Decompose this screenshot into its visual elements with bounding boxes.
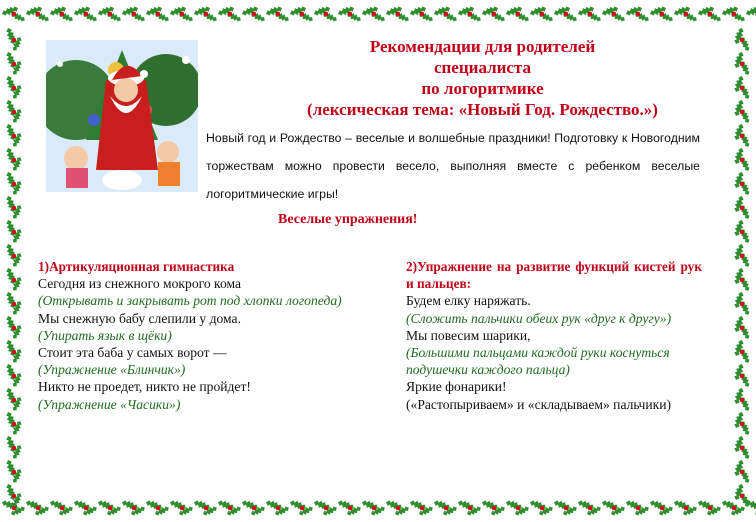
holly-berry-icon (252, 12, 257, 17)
holly-berry-icon (12, 158, 17, 163)
holly-berry-icon (540, 12, 545, 17)
holly-berry-icon (12, 278, 17, 283)
holly-berry-icon (180, 506, 185, 511)
exercise-articulation-line: Никто не проедет, никто не пройдет! (38, 379, 251, 395)
holly-berry-icon (740, 302, 745, 307)
holly-berry-icon (84, 506, 89, 511)
holly-berry-icon (740, 158, 745, 163)
holly-berry-icon (564, 12, 569, 17)
holly-berry-icon (36, 506, 41, 511)
holly-berry-icon (516, 506, 521, 511)
holly-berry-icon (740, 230, 745, 235)
holly-berry-icon (564, 506, 569, 511)
holly-berry-icon (740, 494, 745, 499)
holly-berry-icon (588, 12, 593, 17)
holly-berry-icon (12, 206, 17, 211)
exercise-articulation-note: (Открывать и закрывать рот под хлопки логопеда) (38, 293, 342, 309)
exercise-hands-line: Мы повесим шарики, (406, 327, 531, 343)
holly-berry-icon (740, 350, 745, 355)
holly-berry-icon (420, 12, 425, 17)
holly-berry-icon (12, 494, 17, 499)
holly-berry-icon (420, 506, 425, 511)
holly-berry-icon (36, 12, 41, 17)
holly-berry-icon (684, 12, 689, 17)
holly-berry-icon (588, 506, 593, 511)
holly-berry-icon (636, 12, 641, 17)
holly-berry-icon (740, 398, 745, 403)
holly-berry-icon (636, 506, 641, 511)
exercise-hands-line: Яркие фонарики! (406, 379, 507, 395)
holly-berry-icon (276, 506, 281, 511)
title-line-1: Рекомендации для родителей (369, 37, 596, 56)
holly-berry-icon (492, 12, 497, 17)
exercise-hands-line: («Растопыриваем» и «складываем» пальчики) (406, 396, 672, 412)
exercise-hands-heading: 2)Упражнение на развитие функций кистей рук и пальцев: (406, 259, 702, 292)
holly-berry-icon (108, 12, 113, 17)
holly-berry-icon (132, 506, 137, 511)
holly-berry-icon (740, 62, 745, 67)
holly-berry-icon (740, 38, 745, 43)
holly-berry-icon (740, 470, 745, 475)
exercise-hands-note: (Сложить пальчики обеих рук «друг к другу») (406, 310, 672, 326)
holly-berry-icon (300, 12, 305, 17)
santa-claus-illustration (46, 40, 198, 192)
holly-berry-icon (684, 506, 689, 511)
holly-berry-icon (324, 12, 329, 17)
holly-berry-icon (372, 506, 377, 511)
title-line-2: специалиста (433, 58, 532, 77)
holly-berry-icon (84, 12, 89, 17)
holly-border-bottom (0, 494, 756, 522)
holly-berry-icon (740, 374, 745, 379)
holly-berry-icon (740, 134, 745, 139)
holly-berry-icon (612, 506, 617, 511)
exercise-hands-line: Будем елку наряжать. (406, 293, 531, 309)
holly-berry-icon (492, 506, 497, 511)
holly-border-left (0, 0, 28, 522)
holly-berry-icon (740, 422, 745, 427)
holly-berry-icon (12, 398, 17, 403)
holly-berry-icon (276, 12, 281, 17)
holly-berry-icon (740, 254, 745, 259)
holly-berry-icon (396, 12, 401, 17)
exercise-articulation-line: Стоит эта баба у самых ворот — (38, 345, 227, 361)
holly-berry-icon (12, 182, 17, 187)
holly-berry-icon (12, 326, 17, 331)
holly-berry-icon (740, 110, 745, 115)
holly-berry-icon (12, 302, 17, 307)
holly-berry-icon (708, 506, 713, 511)
exercise-articulation-note: (Упражнение «Часики») (38, 396, 181, 412)
holly-berry-icon (740, 326, 745, 331)
holly-berry-icon (348, 506, 353, 511)
holly-berry-icon (740, 278, 745, 283)
exercise-articulation-line: Сегодня из снежного мокрого кома (38, 276, 242, 292)
holly-berry-icon (12, 254, 17, 259)
exercise-articulation-heading: 1)Артикуляционная гимнастика (38, 259, 235, 274)
holly-berry-icon (12, 446, 17, 451)
holly-berry-icon (444, 12, 449, 17)
holly-berry-icon (740, 182, 745, 187)
holly-berry-icon (108, 506, 113, 511)
title-line-4: (лексическая тема: «Новый Год. Рождество.») (307, 100, 658, 119)
holly-berry-icon (396, 506, 401, 511)
holly-berry-icon (468, 12, 473, 17)
holly-berry-icon (228, 12, 233, 17)
exercises-subheading: Веселые упражнения! (278, 212, 418, 227)
exercise-articulation (38, 258, 388, 413)
holly-berry-icon (204, 506, 209, 511)
holly-berry-icon (12, 422, 17, 427)
exercise-hands-note: (Большими пальцами каждой руки коснуться подушечки каждого пальца) (406, 345, 670, 378)
holly-berry-icon (740, 206, 745, 211)
holly-berry-icon (252, 506, 257, 511)
holly-berry-icon (12, 110, 17, 115)
holly-border-right (728, 0, 756, 522)
holly-berry-icon (468, 506, 473, 511)
holly-berry-icon (300, 506, 305, 511)
holly-berry-icon (660, 506, 665, 511)
holly-berry-icon (12, 38, 17, 43)
holly-berry-icon (12, 86, 17, 91)
holly-berry-icon (12, 374, 17, 379)
holly-berry-icon (132, 12, 137, 17)
holly-berry-icon (180, 12, 185, 17)
holly-berry-icon (708, 12, 713, 17)
exercise-articulation-line: Мы снежную бабу слепили у дома. (38, 310, 241, 326)
holly-berry-icon (516, 12, 521, 17)
holly-berry-icon (12, 350, 17, 355)
holly-berry-icon (12, 470, 17, 475)
holly-berry-icon (12, 134, 17, 139)
holly-berry-icon (740, 446, 745, 451)
holly-berry-icon (12, 62, 17, 67)
holly-berry-icon (204, 12, 209, 17)
exercise-hands (406, 258, 702, 413)
holly-berry-icon (60, 506, 65, 511)
holly-berry-icon (444, 506, 449, 511)
page-title (250, 36, 715, 120)
holly-berry-icon (612, 12, 617, 17)
holly-border-top (0, 0, 756, 28)
intro-paragraph: Новый год и Рождество – веселые и волшебные праздники! Подготовку к Новогодним торжествам можно провести весело, выполняя вместе с ребенком веселые логоритмические игры! (206, 131, 700, 201)
title-line-3: по логоритмике (421, 79, 544, 98)
exercise-articulation-note: (Упражнение «Блинчик») (38, 362, 186, 378)
holly-berry-icon (60, 12, 65, 17)
holly-berry-icon (540, 506, 545, 511)
holly-berry-icon (156, 506, 161, 511)
holly-berry-icon (740, 86, 745, 91)
holly-berry-icon (372, 12, 377, 17)
holly-berry-icon (228, 506, 233, 511)
exercise-articulation-note: (Упирать язык в щёки) (38, 327, 172, 343)
holly-berry-icon (348, 12, 353, 17)
holly-berry-icon (156, 12, 161, 17)
holly-berry-icon (324, 506, 329, 511)
holly-berry-icon (12, 230, 17, 235)
holly-berry-icon (660, 12, 665, 17)
